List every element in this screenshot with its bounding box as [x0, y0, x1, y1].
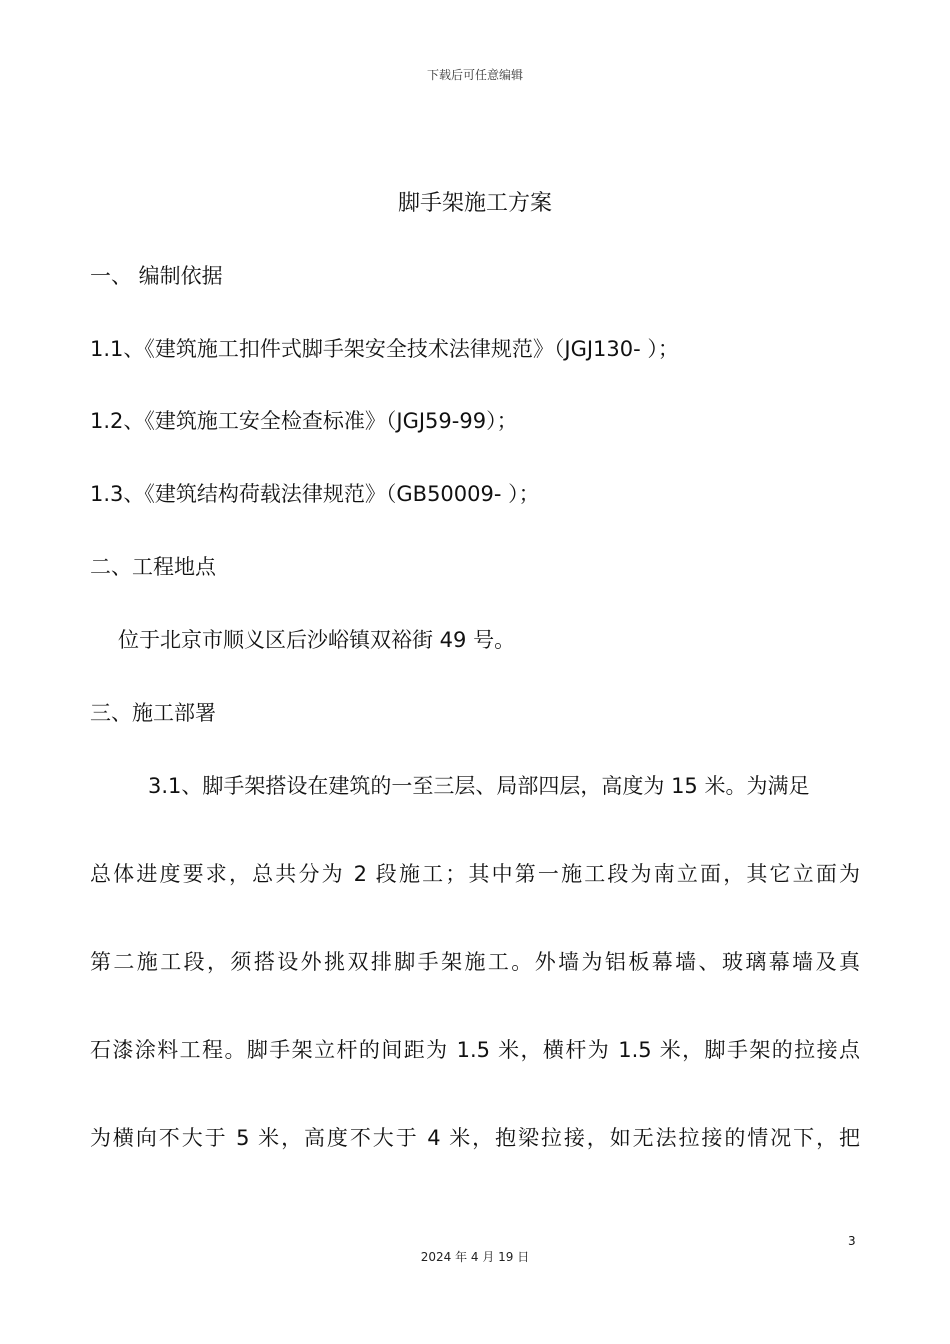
page-number: 3 [848, 1234, 856, 1248]
reference-item: 1.2、《建筑施工安全检查标准》（JGJ59-99）； [90, 409, 518, 433]
header-note: 下载后可任意编辑 [426, 68, 523, 82]
paragraph-line: 石漆涂料工程。脚手架立杆的间距为 1.5 米，横杆为 1.5 米，脚手架的拉接点 [90, 1038, 860, 1062]
paragraph-line: 第二施工段，须搭设外挑双排脚手架施工。外墙为铝板幕墙、玻璃幕墙及真 [90, 950, 860, 974]
reference-item: 1.3、《建筑结构荷载法律规范》（GB50009- ）； [90, 482, 540, 506]
paragraph-line: 3.1、脚手架搭设在建筑的一至三层、局部四层，高度为 15 米。为满足 [148, 774, 810, 798]
location-text: 位于北京市顺义区后沙峪镇双裕街 49 号。 [118, 628, 516, 652]
reference-item: 1.1、《建筑施工扣件式脚手架安全技术法律规范》（JGJ130- ）； [90, 337, 679, 361]
section1-heading: 一、 编制依据 [90, 264, 223, 288]
section3-heading: 三、施工部署 [90, 701, 216, 725]
footer-date: 2024 年 4 月 19 日 [420, 1250, 530, 1264]
section2-heading: 二、工程地点 [90, 555, 216, 579]
paragraph-line: 为横向不大于 5 米，高度不大于 4 米，抱梁拉接，如无法拉接的情况下，把 [90, 1126, 860, 1150]
paragraph-line: 总体进度要求，总共分为 2 段施工；其中第一施工段为南立面，其它立面为 [90, 862, 860, 886]
document-title: 脚手架施工方案 [397, 191, 552, 216]
